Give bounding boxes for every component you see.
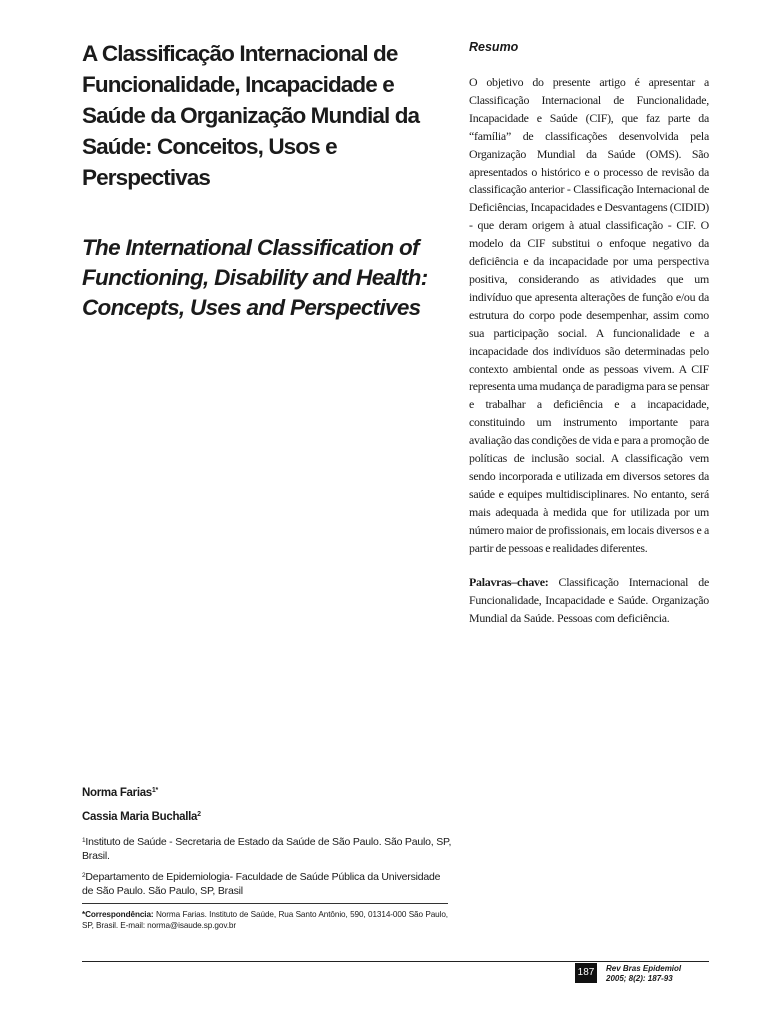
affiliation-2: [82, 869, 452, 898]
title-portuguese: A Classificação Internacional de Funcionalidade, Incapacidade e Saúde da Organização Mundial da Saúde: Conceitos, Usos e Perspectivas: [82, 41, 420, 190]
page-number: 187: [575, 963, 597, 983]
author-name: Norma Farias: [82, 787, 152, 799]
author-mark: 1*: [151, 787, 158, 794]
keywords-text: Classificação Internacional de Funcionalidade, Incapacidade e Saúde. Organização Mundial da Saúde. Pessoas com deficiência.: [469, 575, 709, 626]
correspondence-label: *Correspondência:: [82, 910, 154, 919]
keywords-label: Palavras–chave:: [469, 575, 549, 590]
author-name: Cassia Maria Buchalla: [82, 811, 198, 823]
title-english: The International Classification of Functioning, Disability and Health: Concepts, Uses and Perspectives: [82, 235, 428, 320]
affiliation-text: Departamento de Epidemiologia- Faculdade de Saúde Pública da Universidade de São Paulo. São Paulo, SP, Brasil: [82, 871, 441, 897]
author-2: [82, 804, 452, 828]
correspondence-note: [82, 909, 448, 931]
footer-divider: [82, 961, 709, 962]
keywords: [469, 574, 709, 628]
title-block: [82, 38, 452, 323]
journal-name: Rev Bras Epidemiol: [606, 964, 682, 973]
abstract-text: O objetivo do presente artigo é apresentar a Classificação Internacional de Funcionalidade, Incapacidade e Saúde (CIF), que faz parte da “família” de classificações desenvolvida pela Organização Mundial da Saúde (OMS). São apresentados o histórico e o processo de revisão da classificação anterior - Classificação Internacional de Deficiências, Incapacidades e Desvantagens (CIDID) - que deram origem à atual classificação - CIF. O modelo da CIF substitui o enfoque negativo da deficiência e da incapacidade por uma perspectiva positiva, considerando as atividades que um indivíduo que apresenta alterações de função e/ou da estrutura do corpo pode desempenhar, assim como sua participação social. A funcionalidade e a incapacidade dos indivíduos são determinadas pelo contexto ambiental onde as pessoas vivem. A CIF representa uma mudança de paradigma para se pensar e trabalhar a deficiência e a incapacidade, constituindo um instrumento importante para avaliação das condições de vida e para a promoção de políticas de inclusão social. A classificação vem sendo incorporada e utilizada em diversos setores da saúde e equipes multidisciplinares. No entanto, será mais adequada à medida que for utilizada por um número maior de profissionais, em locais diversos e a partir de pessoas e realidades diferentes.: [469, 75, 709, 555]
abstract-column: [469, 40, 709, 628]
correspondence-divider: [82, 903, 448, 904]
affiliation-number: 1: [82, 837, 86, 844]
correspondence-text: Norma Farias. Instituto de Saúde, Rua Santo Antônio, 590, 01314-000 São Paulo, SP, Brasil. E-mail: norma@isaude.sp.gov.br: [82, 910, 448, 930]
abstract-heading: Resumo: [469, 40, 519, 54]
author-1: [82, 780, 452, 804]
journal-issue: 2005; 8(2): 187-93: [606, 974, 673, 983]
affiliation-1: [82, 834, 452, 863]
journal-citation: [606, 964, 681, 984]
affiliation-text: Instituto de Saúde - Secretaria de Estado da Saúde de São Paulo. São Paulo, SP, Brasil.: [82, 836, 452, 862]
affiliation-number: 2: [82, 872, 86, 879]
author-block: [82, 780, 452, 898]
author-mark: 2: [197, 811, 201, 818]
